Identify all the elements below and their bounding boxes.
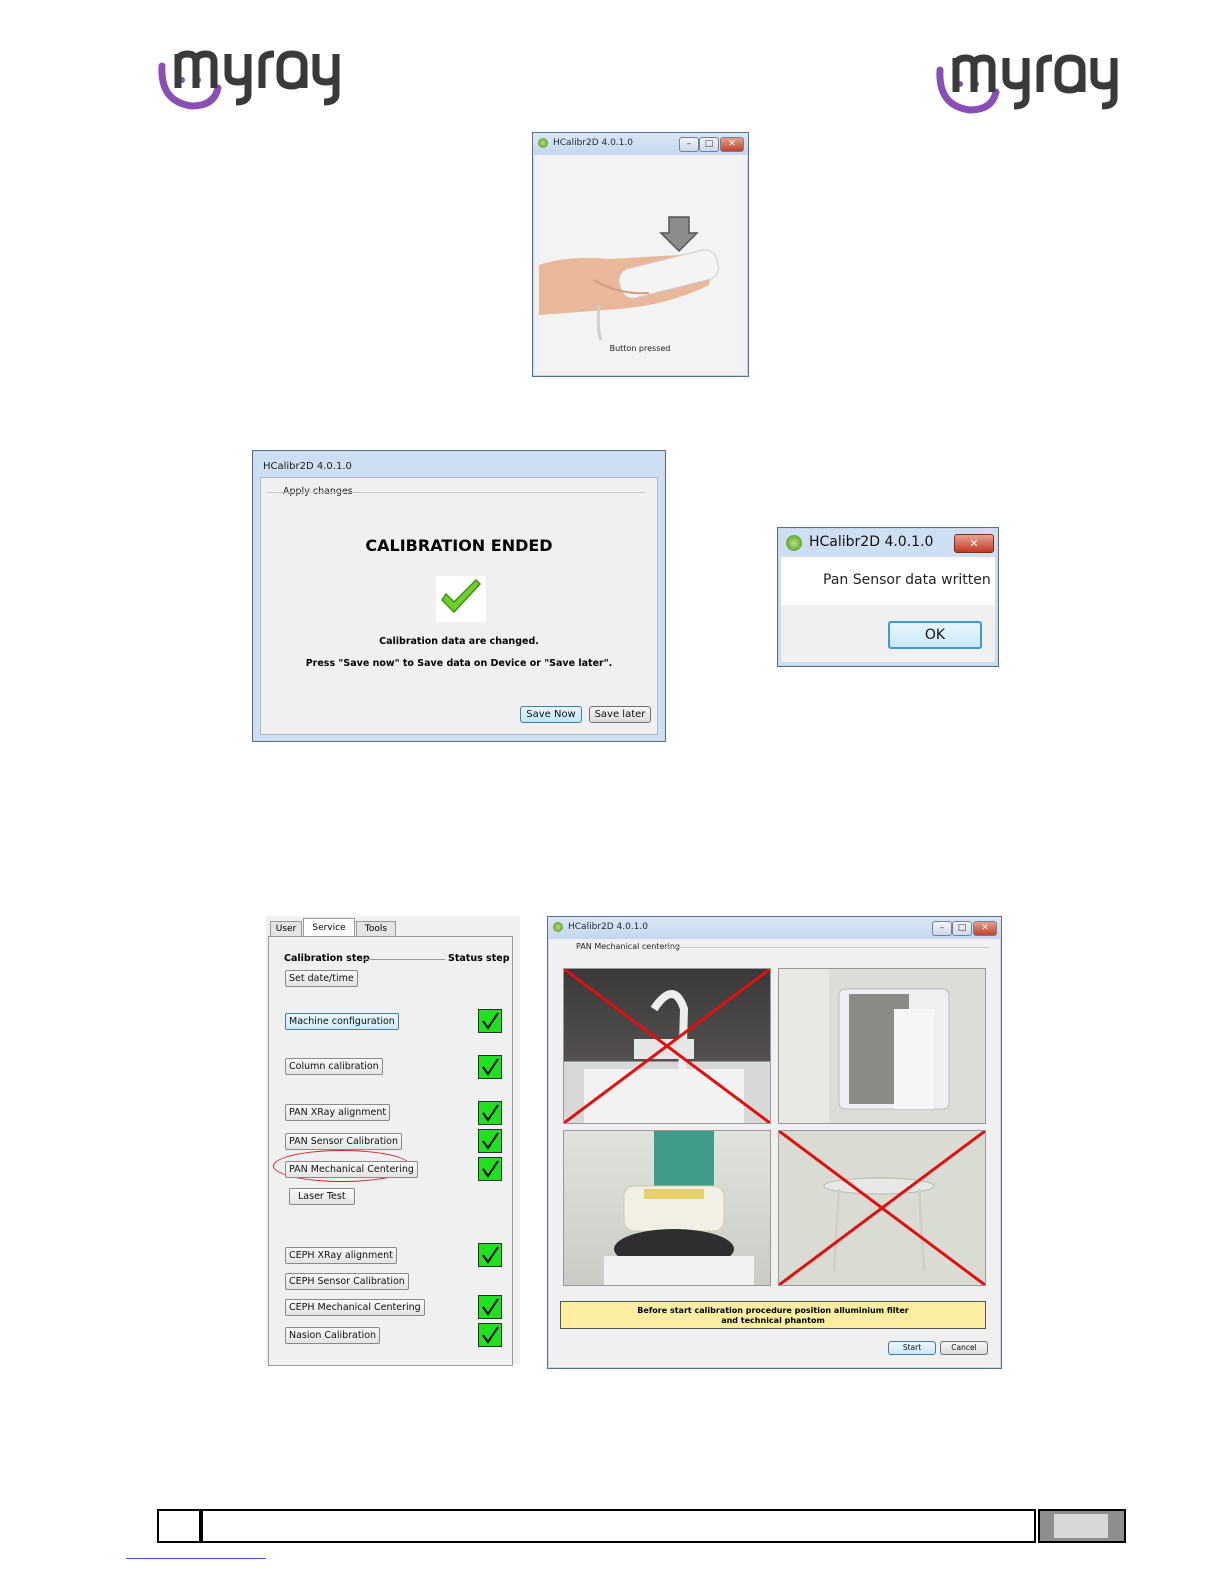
myray-logo-left <box>156 44 346 114</box>
header-divider <box>363 959 445 960</box>
column-calibration-status-check-icon <box>478 1055 502 1079</box>
nasion-calibration-button[interactable]: Nasion Calibration <box>285 1327 380 1344</box>
footer-underline <box>126 1558 266 1559</box>
app-icon <box>538 138 548 148</box>
maximize-icon[interactable]: □ <box>699 137 719 152</box>
minimize-icon[interactable]: – <box>932 921 952 936</box>
group-divider <box>267 492 645 493</box>
window-titlebar <box>548 917 1001 939</box>
maximize-icon[interactable]: □ <box>952 921 972 936</box>
tab-content <box>268 936 513 1366</box>
group-divider <box>660 947 989 948</box>
ceph-xray-alignment-status-check-icon <box>478 1243 502 1267</box>
status-caption: Button pressed <box>609 344 671 353</box>
tab-user[interactable]: User <box>270 921 302 936</box>
message-dialog <box>777 527 999 667</box>
group-label: Apply changes <box>283 486 353 497</box>
pan-sensor-calibration-status-check-icon <box>478 1129 502 1153</box>
close-icon[interactable]: ✕ <box>954 534 994 553</box>
tab-tools[interactable]: Tools <box>356 921 396 936</box>
machine-configuration-button[interactable]: Machine configuration <box>285 1013 399 1030</box>
save-later-button[interactable]: Save later <box>589 706 651 723</box>
start-button[interactable]: Start <box>888 1341 936 1355</box>
footer-status-inner <box>1054 1514 1108 1538</box>
app-icon <box>786 535 802 551</box>
cancel-button[interactable]: Cancel <box>940 1341 988 1355</box>
app-icon <box>553 922 563 932</box>
ceph-mechanical-centering-button[interactable]: CEPH Mechanical Centering <box>285 1299 425 1316</box>
nasion-calibration-status-check-icon <box>478 1323 502 1347</box>
minimize-icon[interactable]: – <box>679 137 699 152</box>
pan-mechanical-centering-window <box>547 916 1002 1369</box>
dialog-message: Pan Sensor data written <box>823 572 991 588</box>
hand-with-remote-image <box>539 155 741 369</box>
incorrect-setup-photo-2 <box>778 1130 986 1286</box>
footer-title-box <box>201 1509 1036 1543</box>
correct-setup-photo-2 <box>563 1130 771 1286</box>
pan-mechanical-centering-status-check-icon <box>478 1157 502 1181</box>
calibration-step-header: Calibration step <box>284 953 370 964</box>
notice-line-2: and technical phantom <box>721 1316 825 1325</box>
notice-line-1: Before start calibration procedure position alluminium filter <box>637 1306 909 1315</box>
myray-logo-right <box>934 48 1124 118</box>
pan-mechanical-centering-button[interactable]: PAN Mechanical Centering <box>285 1161 418 1178</box>
window-titlebar <box>533 133 748 155</box>
status-step-header: Status step <box>448 953 510 964</box>
close-icon[interactable]: ✕ <box>720 137 744 152</box>
save-now-button[interactable]: Save Now <box>520 706 582 723</box>
column-calibration-button[interactable]: Column calibration <box>285 1058 383 1075</box>
pan-xray-alignment-status-check-icon <box>478 1101 502 1125</box>
incorrect-setup-photo-1 <box>563 968 771 1124</box>
calibration-heading: CALIBRATION ENDED <box>365 536 553 555</box>
ceph-xray-alignment-button[interactable]: CEPH XRay alignment <box>285 1247 397 1264</box>
ceph-mechanical-centering-status-check-icon <box>478 1295 502 1319</box>
dialog-body <box>781 557 995 605</box>
calibration-ended-window <box>252 450 666 742</box>
laser-test-button[interactable]: Laser Test <box>289 1188 355 1205</box>
close-icon[interactable]: ✕ <box>973 921 997 936</box>
set-date-time-button[interactable]: Set date/time <box>285 970 358 987</box>
service-panel <box>266 916 520 1364</box>
ok-button[interactable]: OK <box>888 621 982 649</box>
ceph-sensor-calibration-button[interactable]: CEPH Sensor Calibration <box>285 1273 409 1290</box>
message-line-2: Press "Save now" to Save data on Device or "Save later". <box>305 658 613 669</box>
correct-setup-photo-1 <box>778 968 986 1124</box>
machine-configuration-status-check-icon <box>478 1009 502 1033</box>
window-title: HCalibr2D 4.0.1.0 <box>553 138 633 148</box>
checkmark-icon <box>436 576 486 622</box>
window-title: HCalibr2D 4.0.1.0 <box>568 922 648 932</box>
footer-status-box <box>1038 1509 1126 1543</box>
button-pressed-window <box>532 132 749 377</box>
instruction-notice <box>560 1301 986 1329</box>
client-area <box>539 155 741 369</box>
window-title: HCalibr2D 4.0.1.0 <box>263 461 352 472</box>
dialog-title: HCalibr2D 4.0.1.0 <box>809 534 934 550</box>
down-arrow-icon <box>659 215 699 255</box>
tab-service[interactable]: Service <box>303 918 355 937</box>
footer-page-number-box <box>157 1509 201 1543</box>
message-line-1: Calibration data are changed. <box>379 636 539 647</box>
pan-xray-alignment-button[interactable]: PAN XRay alignment <box>285 1104 390 1121</box>
client-area <box>260 477 658 735</box>
group-label: PAN Mechanical centering <box>576 942 680 951</box>
pan-sensor-calibration-button[interactable]: PAN Sensor Calibration <box>285 1133 402 1150</box>
